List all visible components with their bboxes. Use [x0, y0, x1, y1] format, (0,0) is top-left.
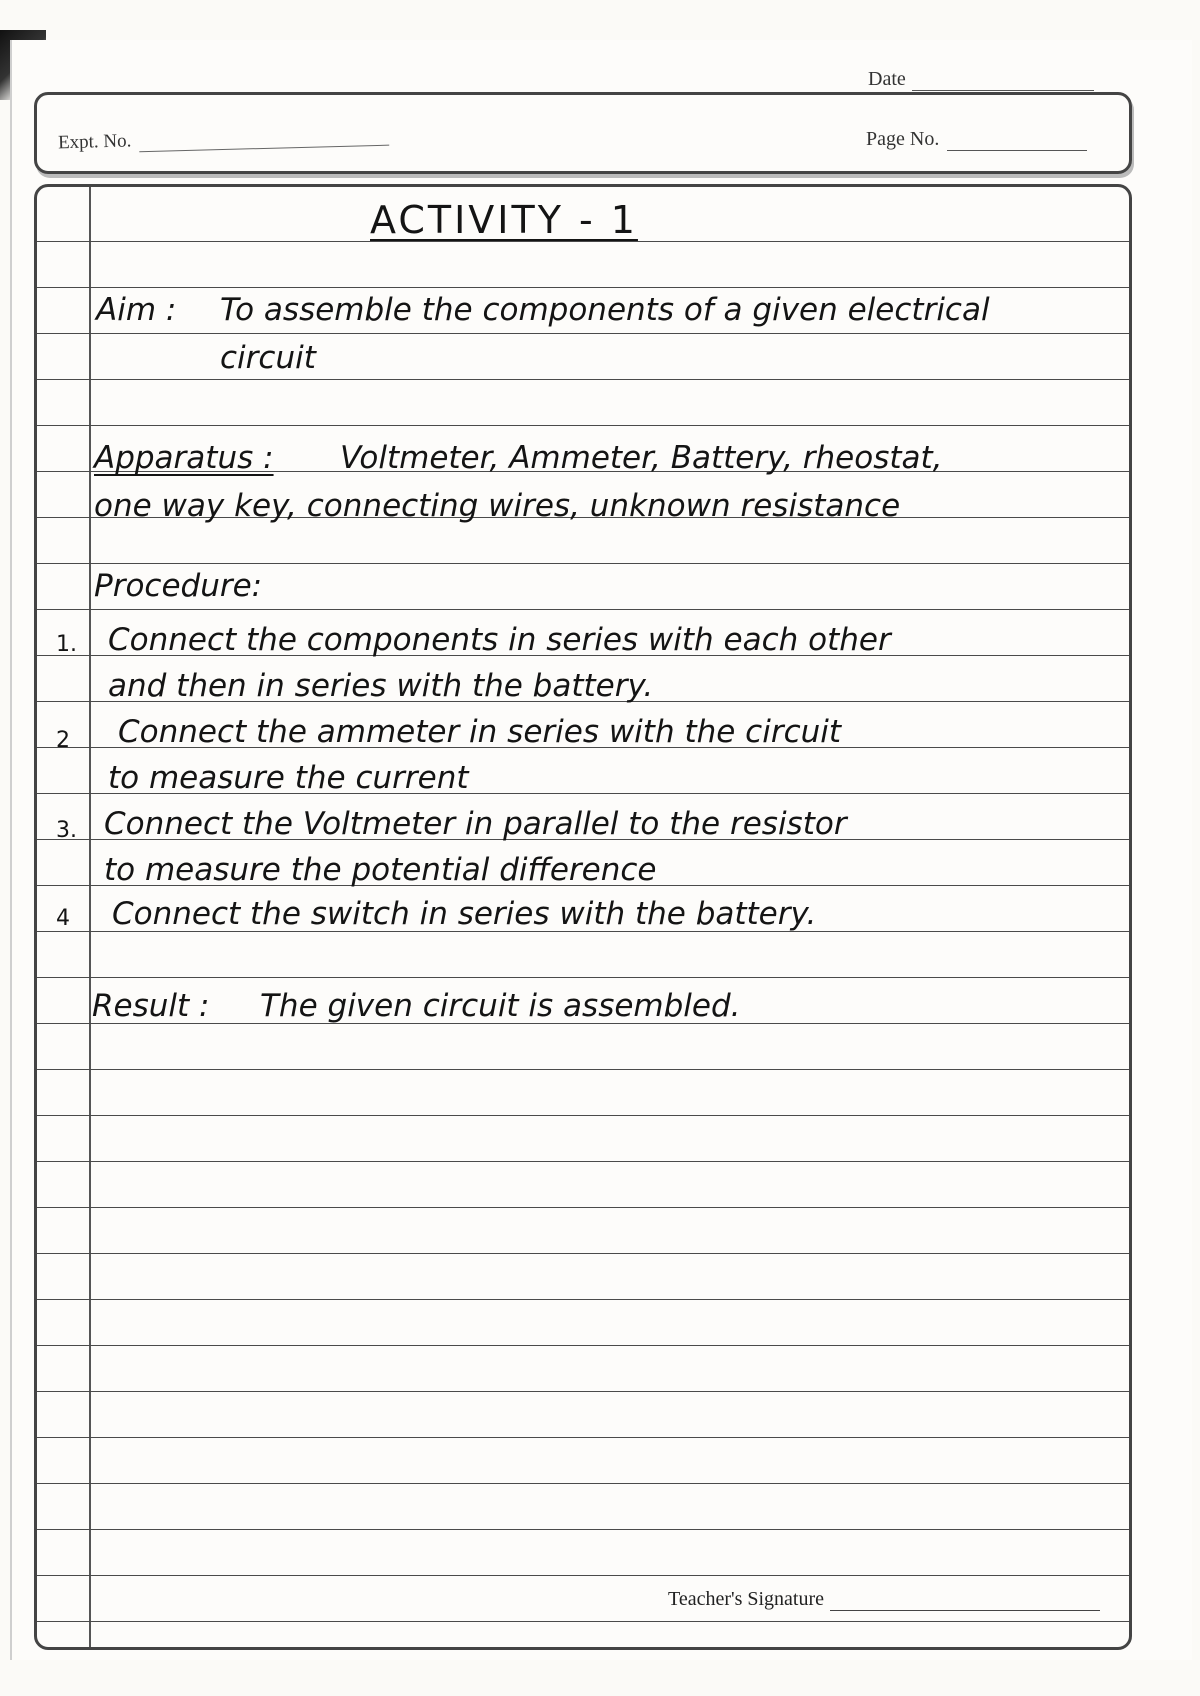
ruled-line [37, 609, 1129, 610]
ruled-line [37, 1161, 1129, 1162]
step-1-line1: Connect the components in series with each other [108, 622, 891, 658]
step-4-line1: Connect the switch in series with the battery. [112, 896, 817, 932]
ruled-line [37, 425, 1129, 426]
step-2-line1: Connect the ammeter in series with the circuit [118, 714, 842, 750]
ruled-line [37, 1115, 1129, 1116]
step-3-line2: to measure the potential difference [104, 852, 657, 888]
date-blank-line [912, 90, 1094, 91]
aim-text-line2: circuit [220, 340, 316, 376]
signature-blank-line [830, 1610, 1100, 1611]
activity-title: ACTIVITY - 1 [370, 198, 638, 242]
ruled-line [37, 563, 1129, 564]
ruled-line [37, 1299, 1129, 1300]
step-1-line2: and then in series with the battery. [108, 668, 654, 704]
step-3-number: 3. [56, 818, 77, 843]
page-no-label: Page No. [866, 128, 940, 150]
step-3-line1: Connect the Voltmeter in parallel to the resistor [104, 806, 847, 842]
ruled-line [37, 1529, 1129, 1530]
ruled-line [37, 379, 1129, 380]
aim-text-line1: To assemble the components of a given electrical [220, 292, 990, 328]
ruled-line [37, 1575, 1129, 1576]
ruled-line [37, 1483, 1129, 1484]
teacher-signature-field [668, 1588, 1100, 1611]
ruled-line [37, 1391, 1129, 1392]
margin-line [89, 187, 91, 1647]
ruled-line [37, 287, 1129, 288]
result-text: The given circuit is assembled. [260, 988, 741, 1024]
ruled-line [37, 1437, 1129, 1438]
teacher-signature-label: Teacher's Signature [668, 1588, 825, 1610]
ruled-line [37, 333, 1129, 334]
step-2-number: 2 [56, 728, 70, 753]
result-label: Result : [92, 988, 210, 1024]
date-field [868, 68, 1094, 91]
ruled-line [37, 1621, 1129, 1622]
aim-label: Aim : [96, 292, 177, 328]
apparatus-label: Apparatus : [94, 440, 274, 476]
ruled-line [37, 977, 1129, 978]
apparatus-line1: Voltmeter, Ammeter, Battery, rheostat, [340, 440, 943, 476]
step-2-line2: to measure the current [108, 760, 469, 796]
apparatus-line2: one way key, connecting wires, unknown resistance [94, 488, 901, 524]
step-1-number: 1. [56, 632, 77, 657]
ruled-line [37, 1207, 1129, 1208]
expt-no-label: Expt. No. [57, 130, 132, 154]
ruled-line [37, 1069, 1129, 1070]
step-4-number: 4 [56, 906, 70, 931]
page-no-field [866, 128, 1087, 151]
date-label: Date [868, 68, 906, 90]
ruled-line [37, 1345, 1129, 1346]
ruled-line [37, 1253, 1129, 1254]
procedure-label: Procedure: [94, 568, 263, 604]
page-no-blank-line [947, 150, 1087, 151]
